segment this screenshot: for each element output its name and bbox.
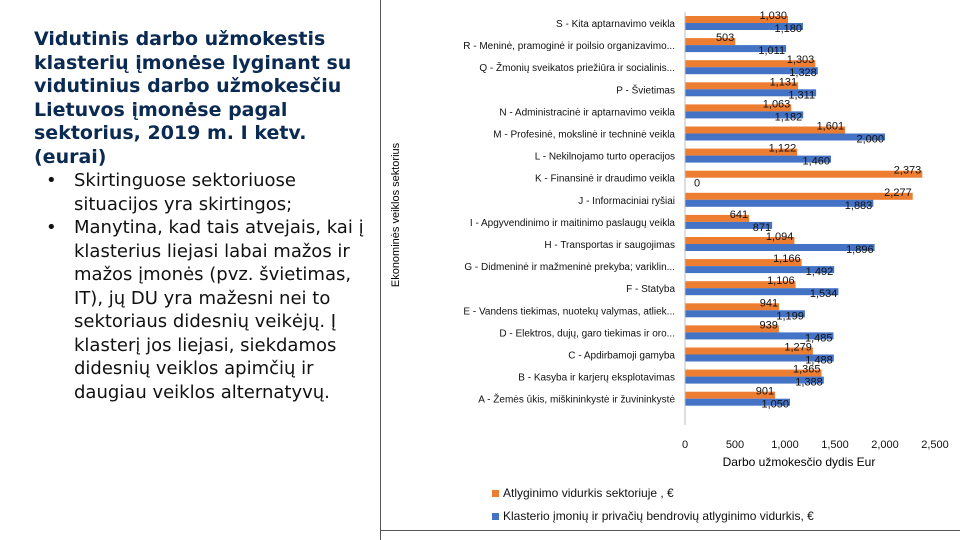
legend-label-cluster: Klasterio įmonių ir privačių bendrovių atlyginimo vidurkis, € [503,509,814,523]
legend-swatch-cluster [492,513,499,520]
bullet-item: • Manytina, kad tais atvejais, kai į klasterius liejasi labai mažos ir mažos įmonės (pvz. švietimas, IT), jų DU yra mažesni nei to sektoriaus didesnių veikėjų. Į klasterį jos liejasi, siekdamos didesnių veiklos apimčių ir daugiau veiklos alternatyvų. [34,216,369,404]
category-label: J - Informaciniai ryšiai [578,195,675,207]
bar-sector [685,193,913,200]
category-label: E - Vandens tiekimas, nuotekų valymas, atliek... [463,306,675,318]
value-label-sector: 2,277 [884,186,912,199]
category-label: C - Apdirbamoji gamyba [568,350,675,362]
value-label-cluster: 1,328 [789,67,817,80]
category-label: M - Profesinė, mokslinė ir techninė veikla [493,129,675,141]
value-label-cluster: 1,311 [788,89,816,102]
category-label: N - Administracinė ir aptarnavimo veikla [499,107,675,119]
value-label-cluster: 1,488 [805,354,833,367]
y-axis-title: Ekonominės veiklos sektorius [390,142,402,288]
category-label: H - Transportas ir saugojimas [544,240,675,251]
category-label: K - Finansinė ir draudimo veikla [534,173,675,185]
bullet-list [34,169,369,404]
legend-swatch-sector [492,490,499,497]
value-label-sector: 1,601 [816,120,845,133]
value-label-cluster: 1,492 [805,266,834,279]
slide-title: Vidutinis darbo užmokestis klasterių įmonėse lyginant su vidutinius darbo užmokesčiu Lietuvos įmonėse pagal sektorius, 2019 m. I ketv. (eurai) [34,28,352,168]
category-label: I - Apgyvendinimo ir maitinimo paslaugų veikla [469,217,675,229]
value-label-cluster: 1,534 [809,288,838,301]
x-tick-label: 2,500 [921,439,949,451]
value-label-cluster: 1,011 [758,45,786,58]
slide-text-panel [34,28,369,404]
value-label-cluster: 1,896 [846,244,874,256]
category-label: F - Statyba [626,284,675,296]
x-tick-label: 2,000 [871,439,899,451]
legend [492,486,814,523]
category-label: G - Didmeninė ir mažmeninė prekyba; variklin... [464,262,675,274]
value-label-sector: 1,030 [759,10,787,22]
value-label-sector: 641 [729,208,749,221]
value-label-sector: 1,279 [784,341,812,354]
category-label: D - Elektros, dujų, garo tiekimas ir oro... [499,328,675,340]
value-label-sector: 1,063 [762,98,791,111]
bullet-item: • Skirtinguose sektoriuose situacijos yra skirtingos; [34,169,369,216]
bar-sector [685,171,922,178]
value-label-sector: 939 [759,319,778,332]
value-label-cluster: 871 [752,221,772,234]
category-label: P - Švietimas [616,85,675,97]
category-label: A - Žemės ūkis, miškininkystė ir žuvininkystė [478,394,675,406]
bar-chart [381,0,960,540]
category-label: S - Kita aptarnavimo veikla [556,19,675,30]
value-label-cluster: 0 [693,177,701,190]
x-axis-title: Darbo užmokesčio dydis Eur [722,455,876,469]
value-label-sector: 1,365 [792,363,821,376]
x-tick-label: 1,000 [771,439,799,451]
value-label-sector: 1,094 [765,231,794,243]
value-label-sector: 941 [759,297,779,310]
category-label: L - Nekilnojamo turto operacijos [534,151,675,163]
value-label-sector: 1,303 [786,54,815,67]
value-label-cluster: 1,485 [804,332,833,345]
value-label-cluster: 1,050 [761,398,789,411]
value-label-sector: 901 [755,385,775,398]
value-label-cluster: 1,883 [844,199,873,212]
category-labels [463,19,675,406]
value-label-cluster: 1,180 [774,23,802,35]
x-tick-label: 0 [681,439,689,451]
bar-cluster [685,134,885,141]
value-label-cluster: 1,199 [776,310,804,323]
value-label-sector: 1,166 [773,253,801,266]
x-tick-label: 1,500 [821,439,849,451]
value-label-sector: 503 [715,32,735,45]
legend-label-sector: Atlyginimo vidurkis sektoriuje , € [503,486,674,500]
category-label: B - Kasyba ir karjerų eksplotavimas [518,372,675,384]
category-label: R - Meninė, pramoginė ir poilsio organizavimo... [463,41,675,53]
value-label-cluster: 1,388 [795,376,823,389]
value-label-cluster: 2,000 [856,133,884,146]
value-label-sector: 2,373 [893,164,922,177]
value-label-sector: 1,131 [769,76,798,89]
x-tick-label: 500 [725,439,745,451]
category-label: Q - Žmonių sveikatos priežiūra ir socialinis... [479,63,675,75]
y-axis-title-group [390,142,402,287]
value-label-cluster: 1,460 [802,155,830,168]
value-label-sector: 1,122 [768,142,797,155]
value-label-cluster: 1,182 [774,111,803,124]
value-label-sector: 1,106 [767,275,795,288]
